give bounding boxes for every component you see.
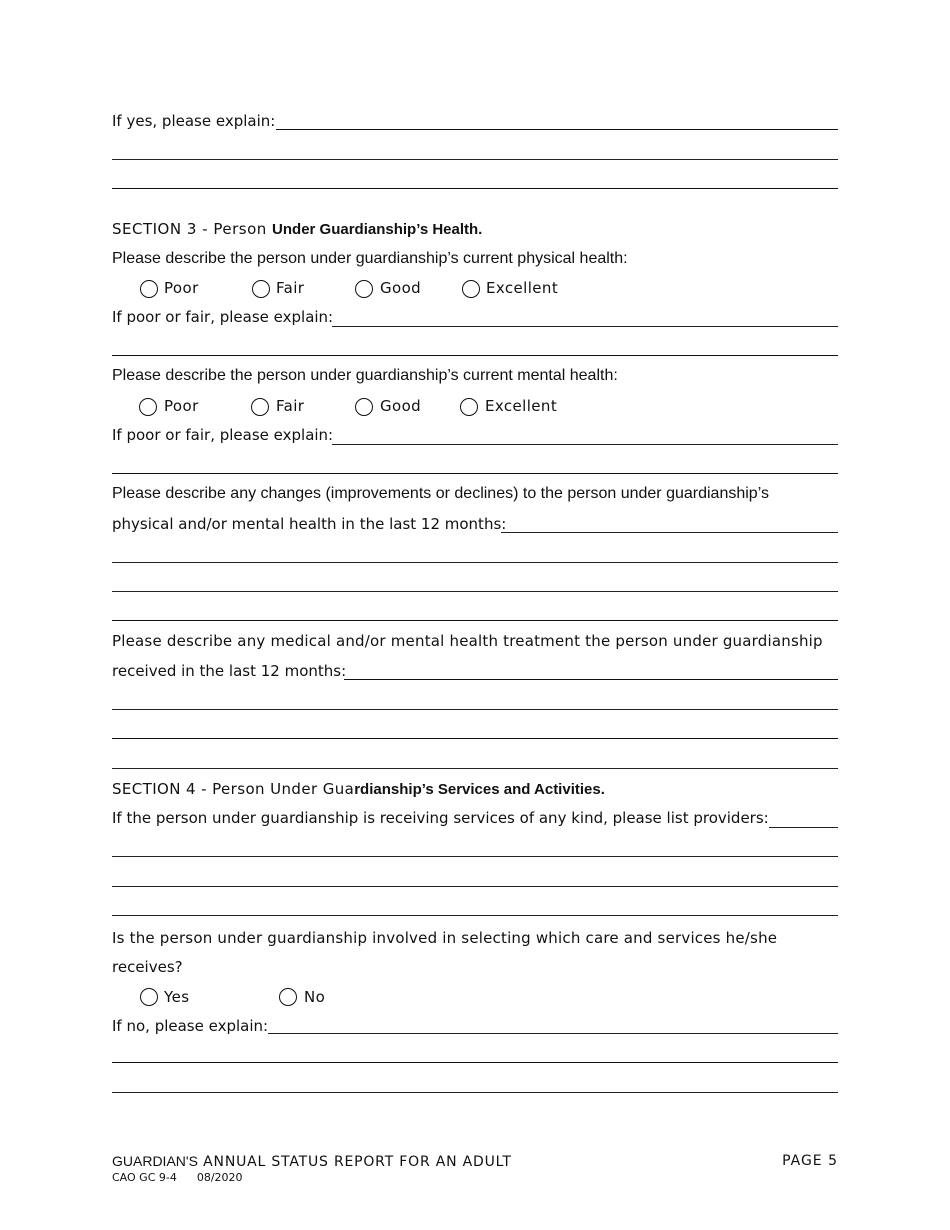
physical-explain-line-1[interactable] bbox=[332, 326, 838, 327]
section-4-heading-bold: rdianship’s Services and Activities. bbox=[354, 781, 605, 798]
mental-excellent-label: Excellent bbox=[485, 397, 558, 415]
physical-explain-line-2[interactable] bbox=[112, 355, 838, 356]
if-yes-explain-label: If yes, please explain: bbox=[112, 112, 276, 130]
treatment-line-3[interactable] bbox=[112, 738, 838, 739]
mental-excellent-radio[interactable] bbox=[460, 398, 478, 416]
involved-yes-label: Yes bbox=[164, 988, 190, 1006]
footer-page-number: PAGE 5 bbox=[782, 1153, 838, 1169]
mental-fair-radio[interactable] bbox=[251, 398, 269, 416]
providers-line-4[interactable] bbox=[112, 915, 838, 916]
treatment-question-line-1: Please describe any medical and/or mental health treatment the person under guardianship bbox=[112, 632, 823, 650]
involved-no-label: No bbox=[304, 988, 326, 1006]
footer-title-part-2: ANNUAL STATUS REPORT FOR AN ADULT bbox=[197, 1154, 512, 1170]
section-3-heading-bold: Under Guardianship’s Health. bbox=[272, 221, 483, 238]
treatment-line-2[interactable] bbox=[112, 709, 838, 710]
mental-poor-label: Poor bbox=[164, 397, 199, 415]
involved-question-line-1: Is the person under guardianship involved in selecting which care and services he/she bbox=[112, 929, 778, 947]
health-changes-question-line-2: physical and/or mental health in the last 12 months: bbox=[112, 515, 507, 533]
mental-poor-radio[interactable] bbox=[139, 398, 157, 416]
health-changes-question-line-1: Please describe any changes (improvements or declines) to the person under guardianship’s bbox=[112, 485, 769, 502]
involved-no-radio[interactable] bbox=[279, 988, 297, 1006]
if-no-explain-line-2[interactable] bbox=[112, 1062, 838, 1063]
physical-excellent-radio[interactable] bbox=[462, 280, 480, 298]
if-no-explain-label: If no, please explain: bbox=[112, 1017, 269, 1035]
section-4-heading-prefix: SECTION 4 - Person Under Gua bbox=[112, 780, 355, 798]
physical-poor-radio[interactable] bbox=[140, 280, 158, 298]
if-no-explain-line-1[interactable] bbox=[268, 1033, 838, 1034]
physical-excellent-label: Excellent bbox=[486, 279, 559, 297]
involved-question-line-2: receives? bbox=[112, 958, 183, 976]
health-changes-line-1[interactable] bbox=[501, 532, 838, 533]
health-changes-line-4[interactable] bbox=[112, 620, 838, 621]
mental-explain-line-1[interactable] bbox=[332, 444, 838, 445]
section-4-heading bbox=[112, 780, 605, 799]
footer-form-date: 08/2020 bbox=[196, 1171, 243, 1184]
physical-good-radio[interactable] bbox=[355, 280, 373, 298]
if-no-explain-line-3[interactable] bbox=[112, 1092, 838, 1093]
footer-form-code-text: CAO GC 9-4 bbox=[112, 1171, 177, 1184]
footer-form-code bbox=[112, 1171, 243, 1184]
physical-explain-label: If poor or fair, please explain: bbox=[112, 308, 334, 326]
involved-yes-radio[interactable] bbox=[140, 988, 158, 1006]
mental-explain-line-2[interactable] bbox=[112, 473, 838, 474]
providers-label: If the person under guardianship is receiving services of any kind, please list providers: bbox=[112, 809, 769, 827]
physical-good-label: Good bbox=[380, 279, 422, 297]
physical-poor-label: Poor bbox=[164, 279, 199, 297]
physical-fair-label: Fair bbox=[276, 279, 305, 297]
section-3-heading bbox=[112, 220, 482, 239]
treatment-question-line-2: received in the last 12 months: bbox=[112, 662, 347, 680]
footer-title bbox=[112, 1153, 512, 1170]
section-3-heading-prefix: SECTION 3 - Person bbox=[112, 220, 273, 238]
if-yes-explain-line-2[interactable] bbox=[112, 159, 838, 160]
treatment-line-1[interactable] bbox=[344, 679, 838, 680]
physical-fair-radio[interactable] bbox=[252, 280, 270, 298]
if-yes-explain-line-3[interactable] bbox=[112, 188, 838, 189]
footer-title-part-1: GUARDIAN'S bbox=[112, 1153, 198, 1169]
mental-fair-label: Fair bbox=[276, 397, 305, 415]
mental-health-question: Please describe the person under guardianship’s current mental health: bbox=[112, 367, 618, 384]
mental-good-label: Good bbox=[380, 397, 422, 415]
treatment-line-4[interactable] bbox=[112, 768, 838, 769]
providers-line-2[interactable] bbox=[112, 856, 838, 857]
providers-line-1[interactable] bbox=[769, 827, 838, 828]
if-yes-explain-line-1[interactable] bbox=[276, 129, 838, 130]
providers-line-3[interactable] bbox=[112, 886, 838, 887]
mental-explain-label: If poor or fair, please explain: bbox=[112, 426, 334, 444]
mental-good-radio[interactable] bbox=[355, 398, 373, 416]
health-changes-line-3[interactable] bbox=[112, 591, 838, 592]
physical-health-question: Please describe the person under guardianship’s current physical health: bbox=[112, 250, 628, 267]
health-changes-line-2[interactable] bbox=[112, 562, 838, 563]
